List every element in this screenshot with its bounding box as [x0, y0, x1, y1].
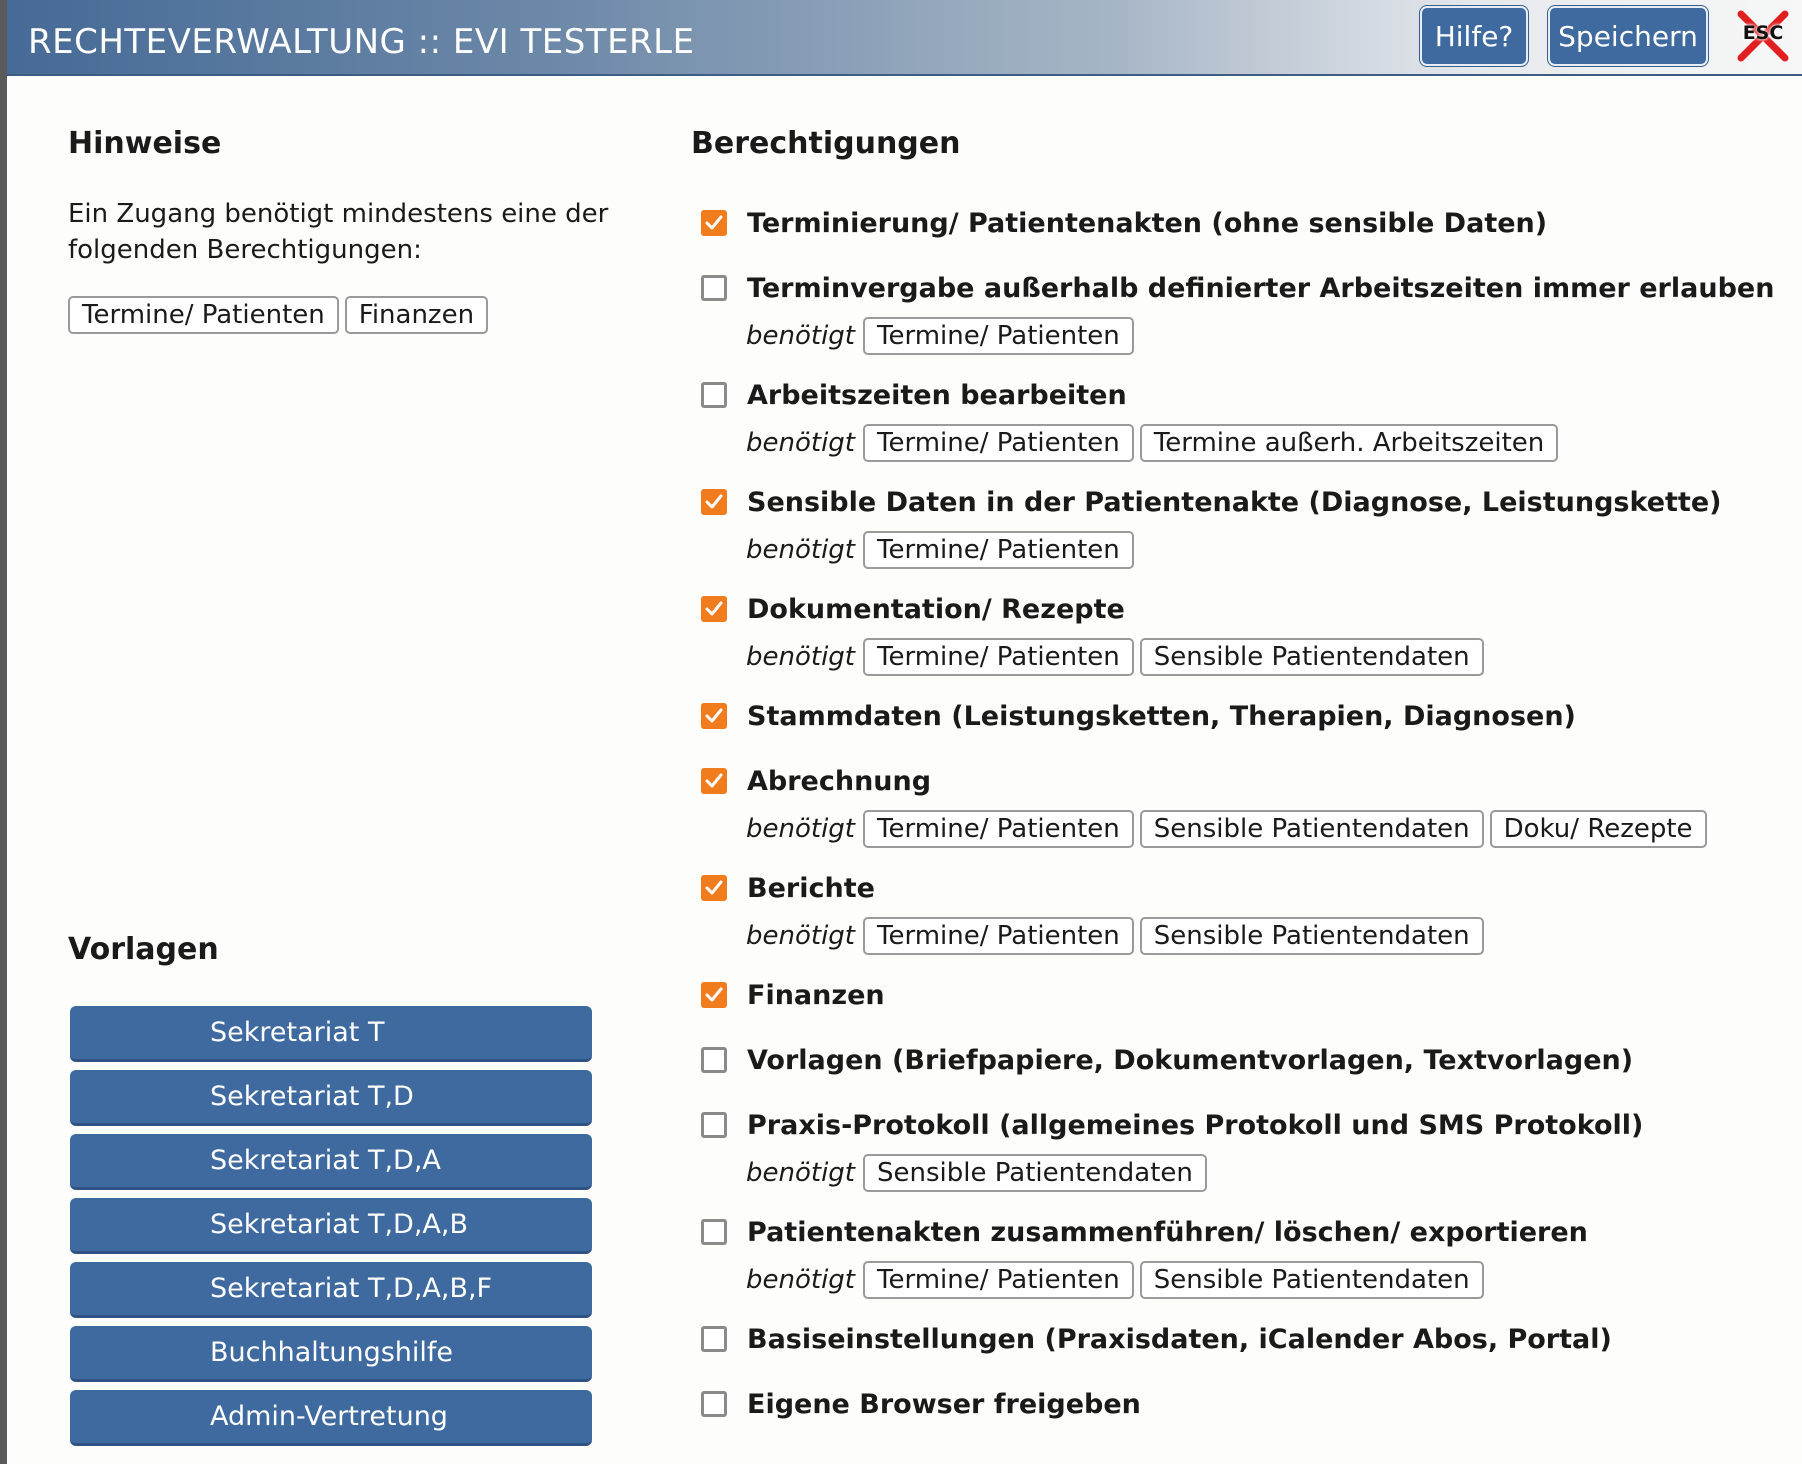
checkbox-unchecked[interactable] [701, 1391, 727, 1417]
hints-title: Hinweise [68, 126, 222, 161]
requires-label: benötigt [746, 814, 856, 844]
requirement-tag: Termine/ Patienten [863, 917, 1134, 955]
permission-label: Basiseinstellungen (Praxisdaten, iCalender Abos, Portal) [747, 1323, 1612, 1355]
window-title: RECHTEVERWALTUNG :: EVI TESTERLE [28, 22, 695, 62]
template-button[interactable]: Sekretariat T,D,A [70, 1134, 592, 1190]
hints-text: Ein Zugang benötigt mindestens eine der folgenden Berechtigungen: [68, 199, 609, 265]
permission-item[interactable] [701, 1042, 1633, 1078]
requirement-tag: Sensible Patientendaten [1140, 638, 1484, 676]
requirements-row [746, 637, 1490, 677]
checkbox-checked[interactable] [701, 210, 727, 236]
permission-item[interactable] [701, 1107, 1643, 1143]
template-button[interactable]: Sekretariat T,D [70, 1070, 592, 1126]
permission-item[interactable] [701, 1386, 1141, 1422]
requirement-tag: Termine/ Patienten [863, 424, 1134, 462]
permission-item[interactable] [701, 591, 1125, 627]
template-button[interactable]: Sekretariat T [70, 1006, 592, 1062]
checkmark-icon [705, 987, 723, 1003]
permission-label: Terminvergabe außerhalb definierter Arbeitszeiten immer erlauben [747, 272, 1775, 304]
requirement-tag: Sensible Patientendaten [1140, 810, 1484, 848]
permission-label: Vorlagen (Briefpapiere, Dokumentvorlagen, Textvorlagen) [747, 1044, 1634, 1076]
checkmark-icon [705, 880, 723, 896]
permission-label: Finanzen [747, 979, 885, 1011]
requires-label: benötigt [746, 1158, 856, 1188]
permission-item[interactable] [701, 270, 1774, 306]
checkbox-checked[interactable] [701, 982, 727, 1008]
checkbox-unchecked[interactable] [701, 382, 727, 408]
checkbox-checked[interactable] [701, 875, 727, 901]
left-window-edge [0, 0, 7, 1464]
checkbox-checked[interactable] [701, 703, 727, 729]
checkbox-unchecked[interactable] [701, 1112, 727, 1138]
header-bar [7, 0, 1802, 76]
requires-label: benötigt [746, 321, 856, 351]
templates-title: Vorlagen [68, 932, 219, 967]
requirements-row [746, 916, 1490, 956]
permission-item[interactable] [701, 484, 1721, 520]
permission-item[interactable] [701, 377, 1127, 413]
requires-label: benötigt [746, 642, 856, 672]
requirements-row [746, 316, 1140, 356]
checkbox-unchecked[interactable] [701, 1047, 727, 1073]
permission-label: Patientenakten zusammenführen/ löschen/ exportieren [747, 1216, 1588, 1248]
requires-label: benötigt [746, 535, 856, 565]
requires-label: benötigt [746, 428, 856, 458]
permission-label: Eigene Browser freigeben [747, 1388, 1141, 1420]
help-button[interactable]: Hilfe? [1420, 6, 1528, 66]
permission-item[interactable] [701, 1214, 1588, 1250]
permission-item[interactable] [701, 1321, 1612, 1357]
checkmark-icon [705, 708, 723, 724]
requirement-tag: Termine/ Patienten [68, 296, 339, 334]
requirement-tag: Sensible Patientendaten [1140, 1261, 1484, 1299]
permission-item[interactable] [701, 205, 1547, 241]
checkbox-checked[interactable] [701, 596, 727, 622]
requirement-tag: Finanzen [345, 296, 488, 334]
template-button[interactable]: Buchhaltungshilfe [70, 1326, 592, 1382]
checkbox-unchecked[interactable] [701, 275, 727, 301]
checkmark-icon [705, 601, 723, 617]
permission-item[interactable] [701, 977, 885, 1013]
save-button[interactable]: Speichern [1548, 6, 1708, 66]
requirement-tag: Sensible Patientendaten [1140, 917, 1484, 955]
template-button[interactable]: Sekretariat T,D,A,B,F [70, 1262, 592, 1318]
requirement-tag: Termine/ Patienten [863, 1261, 1134, 1299]
permissions-title: Berechtigungen [691, 126, 961, 161]
requirements-row [746, 530, 1140, 570]
permission-label: Arbeitszeiten bearbeiten [747, 379, 1127, 411]
requirement-tag: Termine/ Patienten [863, 531, 1134, 569]
checkbox-unchecked[interactable] [701, 1219, 727, 1245]
requirement-tag: Termine/ Patienten [863, 810, 1134, 848]
requirement-tag: Termine außerh. Arbeitszeiten [1140, 424, 1558, 462]
requirements-row [746, 1260, 1490, 1300]
permission-label: Abrechnung [747, 765, 932, 797]
requires-label: benötigt [746, 921, 856, 951]
checkmark-icon [705, 215, 723, 231]
esc-label: ESC [1742, 22, 1784, 44]
requirements-row [746, 423, 1564, 463]
checkmark-icon [705, 773, 723, 789]
permission-label: Berichte [747, 872, 875, 904]
close-button[interactable] [1735, 10, 1791, 62]
checkbox-unchecked[interactable] [701, 1326, 727, 1352]
permission-label: Stammdaten (Leistungsketten, Therapien, Diagnosen) [747, 700, 1576, 732]
checkbox-checked[interactable] [701, 489, 727, 515]
permission-label: Dokumentation/ Rezepte [747, 593, 1125, 625]
requirement-tag: Termine/ Patienten [863, 638, 1134, 676]
requirement-tag: Sensible Patientendaten [863, 1154, 1207, 1192]
hints-tags [68, 296, 494, 334]
requirement-tag: Termine/ Patienten [863, 317, 1134, 355]
permission-item[interactable] [701, 870, 875, 906]
permission-item[interactable] [701, 698, 1576, 734]
permission-label: Praxis-Protokoll (allgemeines Protokoll und SMS Protokoll) [747, 1109, 1644, 1141]
requirement-tag: Doku/ Rezepte [1490, 810, 1707, 848]
permission-item[interactable] [701, 763, 931, 799]
checkmark-icon [705, 494, 723, 510]
requires-label: benötigt [746, 1265, 856, 1295]
requirements-row [746, 1153, 1213, 1193]
template-button[interactable]: Sekretariat T,D,A,B [70, 1198, 592, 1254]
permission-label: Sensible Daten in der Patientenakte (Diagnose, Leistungskette) [747, 486, 1722, 518]
checkbox-checked[interactable] [701, 768, 727, 794]
requirements-row [746, 809, 1713, 849]
template-button[interactable]: Admin-Vertretung [70, 1390, 592, 1446]
permission-label: Terminierung/ Patientenakten (ohne sensible Daten) [747, 207, 1548, 239]
